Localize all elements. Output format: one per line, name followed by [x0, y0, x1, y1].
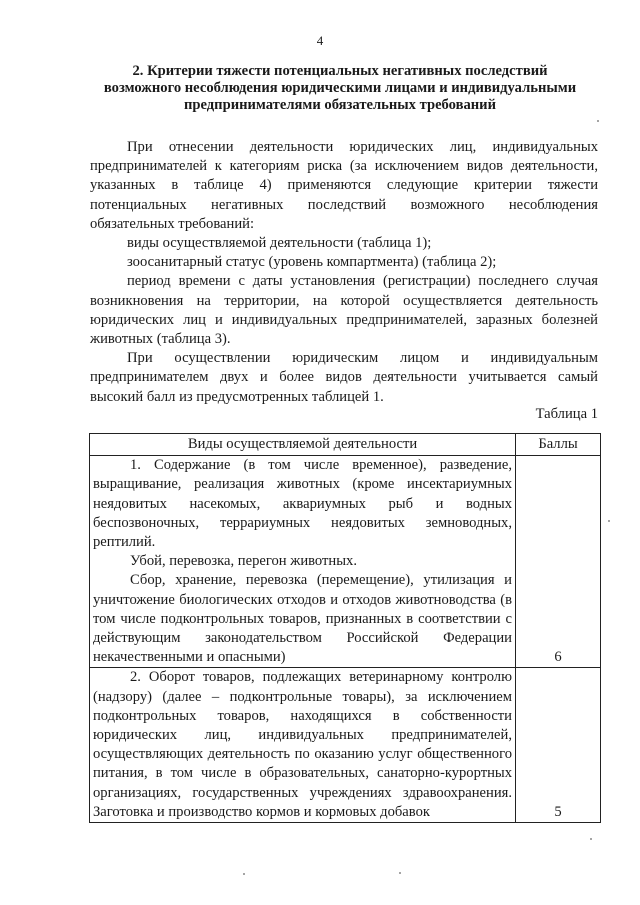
table-row [90, 668, 601, 823]
section-heading [80, 63, 600, 114]
cell-paragraph: Убой, перевозка, перегон животных. [130, 553, 357, 570]
scan-speck [399, 872, 401, 874]
score-cell: 5 [516, 668, 601, 823]
paragraph: зоосанитарный статус (уровень компартмента) (таблица 2); [127, 254, 497, 271]
scan-speck [243, 873, 245, 875]
column-header-activity: Виды осуществляемой деятельности [90, 434, 516, 456]
column-header-score: Баллы [516, 434, 601, 456]
activity-cell [90, 456, 516, 668]
paragraph: виды осуществляемой деятельности (таблица 1); [127, 235, 432, 252]
cell-paragraph: 1. Содержание (в том числе временное), разведение, выращивание, реализация животных (кроме инсектариумных неядовитых насекомых, аквариумных рыб и водных беспозвоночных, террариумных неядовитых земноводных, рептилий. [93, 457, 512, 551]
scan-speck [590, 838, 592, 840]
cell-paragraph: 2. Оборот товаров, подлежащих ветеринарному контролю (надзору) (далее – подконтрольные товары), за исключением подконтрольных товаров, находящихся в собственности юридических лиц, индивидуальных предпринимателей, осуществляющих деятельность по оказанию услуг общественного питания, в том числе в образовательных, санаторно-курортных организациях, государственных учреждениях здравоохранения. Заготовка и производство кормов и кормовых добавок [93, 669, 512, 820]
paragraph: При осуществлении юридическим лицом и индивидуальным предпринимателем двух и более видов деятельности учитывается самый высокий балл из предусмотренных таблицей 1. [90, 350, 598, 405]
criteria-table [89, 433, 601, 823]
scan-speck [608, 520, 610, 522]
table-row [90, 456, 601, 668]
score-cell: 6 [516, 456, 601, 668]
page-number: 4 [316, 33, 324, 48]
paragraph: период времени с даты установления (регистрации) последнего случая возникновения на территории, на которой осуществляется деятельность юридических лиц и индивидуальных предпринимателей, заразных болезней животных (таблица 3). [90, 273, 598, 348]
heading-line: предпринимателями обязательных требований [183, 97, 497, 113]
activity-cell [90, 668, 516, 823]
cell-paragraph: Сбор, хранение, перевозка (перемещение), утилизация и уничтожение биологических отходов и отходов животноводства (в том числе подконтрольных товаров, признанных в соответствии с действующим законодательством Российской Федерации некачественными и опасными) [93, 572, 512, 666]
heading-line: возможного несоблюдения юридическими лицами и индивидуальными [103, 80, 577, 96]
paragraph: При отнесении деятельности юридических лиц, индивидуальных предпринимателей к категориям риска (за исключением видов деятельности, указанных в таблице 4) применяются следующие критерии тяжести потенциальных негативных последствий возможного несоблюдения обязательных требований: [90, 139, 598, 232]
table-caption: Таблица 1 [535, 406, 598, 422]
table-header-row [90, 434, 601, 456]
scan-speck [597, 120, 599, 122]
heading-line: 2. Критерии тяжести потенциальных негативных последствий [132, 63, 548, 79]
body-text [90, 138, 598, 407]
